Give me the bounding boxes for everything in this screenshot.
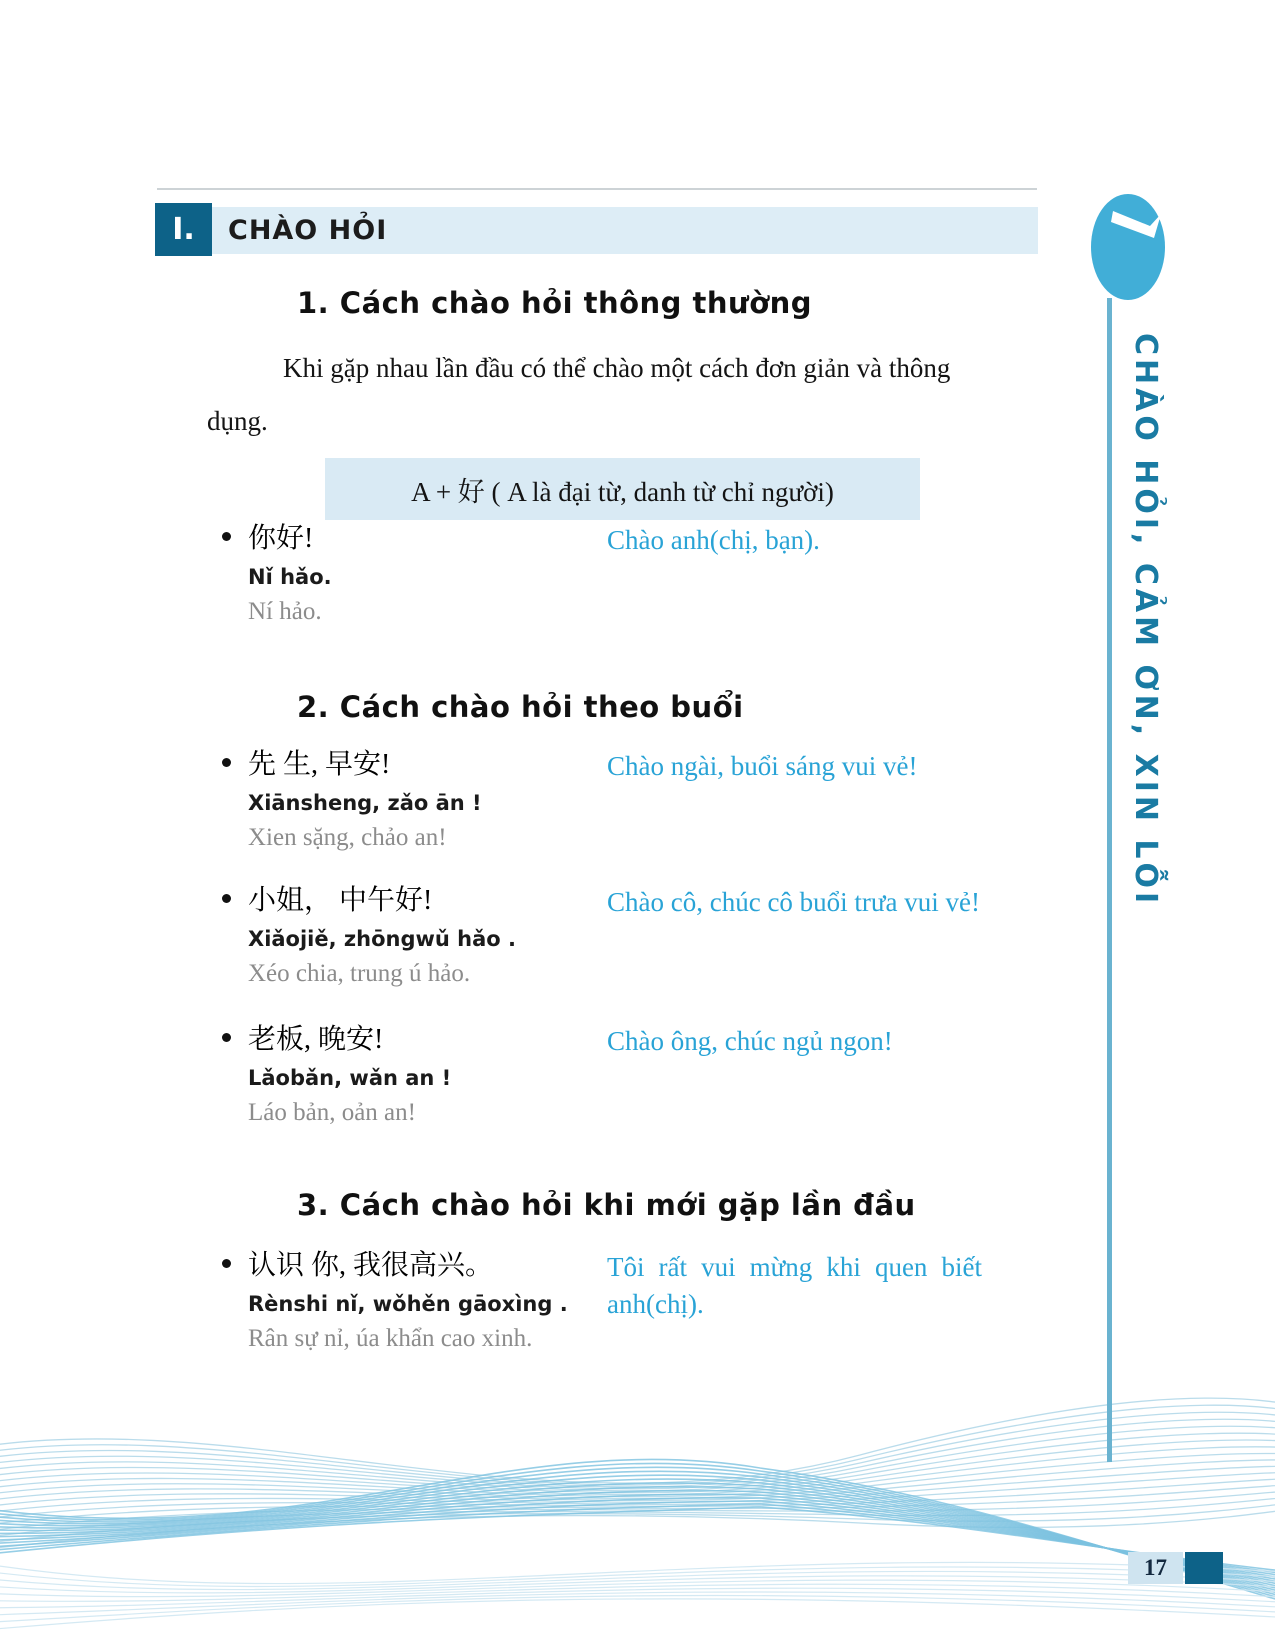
translation-text: Chào ông, chúc ngủ ngon! <box>607 1026 893 1056</box>
phonetic-text: Ní hảo. <box>248 598 322 625</box>
bullet-dot <box>222 894 231 903</box>
translation-text: Chào cô, chúc cô buổi trưa vui vẻ! <box>607 887 981 917</box>
sidebar-vertical-line <box>1107 298 1112 1462</box>
section-3-heading: 3. Cách chào hỏi khi mới gặp lần đầu <box>297 1188 916 1222</box>
phrase-entry <box>207 1023 997 1128</box>
phrase-entry <box>207 1249 997 1354</box>
phonetic-text: Rân sự nỉ, úa khẩn cao xinh. <box>248 1325 533 1352</box>
phonetic-text: Xien sặng, chảo an! <box>248 824 447 851</box>
chapter-badge-ellipse <box>1091 194 1165 300</box>
bullet-dot <box>222 758 231 767</box>
page-title: CHÀO HỎI <box>228 215 388 246</box>
pinyin-text: Rènshi nǐ, wǒhěn gāoxìng . <box>248 1292 568 1316</box>
translation-text: Tôi rất vui mừng khi quen biết anh(chị). <box>607 1252 982 1319</box>
bullet-dot <box>222 1259 231 1268</box>
pinyin-text: Nǐ hǎo. <box>248 565 332 589</box>
chinese-text: 先 生, 早安! <box>248 749 391 780</box>
chinese-text: 小姐， 中午好! <box>248 885 433 916</box>
phonetic-text: Xéo chia, trung ú hảo. <box>248 960 471 987</box>
chinese-text: 认识 你, 我很高兴。 <box>248 1250 494 1281</box>
page-number-box <box>1128 1552 1183 1584</box>
pinyin-text: Lǎobǎn, wǎn an ! <box>248 1066 452 1090</box>
section-roman-numeral: I. <box>172 212 195 247</box>
section-1-heading: 1. Cách chào hỏi thông thường <box>297 286 813 320</box>
bullet-dot <box>222 1033 231 1042</box>
page-number: 17 <box>1144 1555 1167 1580</box>
phrase-entry <box>207 748 997 853</box>
translation-text: Chào anh(chị, bạn). <box>607 525 820 555</box>
pinyin-text: Xiānsheng, zǎo ān ! <box>248 791 482 815</box>
section-1-intro: Khi gặp nhau lần đầu có thể chào một cách đơn giản và thông dụng. <box>207 353 951 436</box>
page-number-accent-block <box>1185 1552 1223 1584</box>
chinese-text: 你好! <box>248 523 314 554</box>
phrase-entry <box>207 884 997 989</box>
phrase-entry <box>207 522 997 627</box>
formula-text: A + 好 ( A là đại từ, danh từ chỉ người) <box>411 476 834 507</box>
sidebar-vertical-title: CHÀO HỎI, CẢM ƠN, XIN LỖI <box>1128 333 1163 908</box>
section-2-heading: 2. Cách chào hỏi theo buổi <box>297 690 744 724</box>
translation-text: Chào ngài, buổi sáng vui vẻ! <box>607 751 918 781</box>
bullet-dot <box>222 532 231 541</box>
phonetic-text: Láo bản, oản an! <box>248 1099 416 1126</box>
chinese-text: 老板, 晚安! <box>248 1024 384 1055</box>
pinyin-text: Xiǎojiě, zhōngwǔ hǎo . <box>248 927 516 951</box>
formula-box <box>325 458 920 520</box>
